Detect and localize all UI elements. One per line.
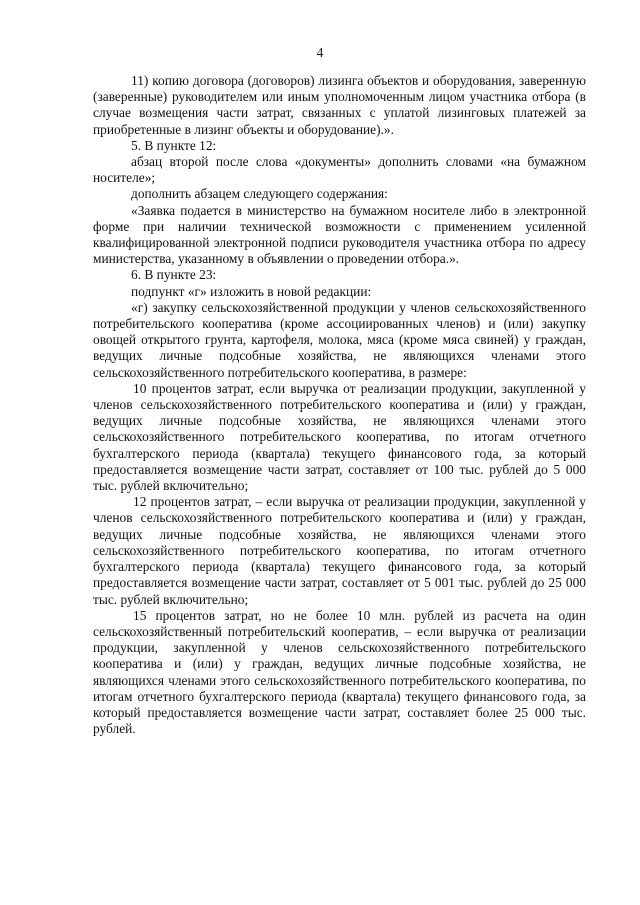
paragraph-12-percent: 12 процентов затрат, – если выручка от реализации продукции, закупленной у членов сельскохозяйственного потребительского кооператива и (или) у граждан, ведущих личные подсобные хозяйства, не являющихся членами этого сельскохозяйственного потребительского кооператива, по итогам отчетного бухгалтерского периода (квартала) текущего финансового года, за который предоставляется возмещение части затрат, составляет от 5 001 тыс. рублей до 25 000 тыс. рублей включительно; (93, 494, 586, 607)
paragraph-item-11-leasing: 11) копию договора (договоров) лизинга объектов и оборудования, заверенную (заверенные) руководителем или иным уполномоченным лицом участника отбора (в случае возмещения части затрат, связанных с уплатой лизинговых платежей за приобретенные в лизинг объекты и оборудование).». (93, 73, 586, 137)
document-body (93, 73, 586, 737)
paragraph-point-6-heading: 6. В пункте 23: (131, 267, 217, 283)
paragraph-10-percent: 10 процентов затрат, если выручка от реализации продукции, закупленной у членов сельскохозяйственного потребительского кооператива и (или) у граждан, ведущих личные подсобные хозяйства, не являющихся членами этого сельскохозяйственного потребительского кооператива, по итогам отчетного бухгалтерского периода (квартала) текущего финансового года, за который предоставляется возмещение части затрат, составляет от 100 тыс. рублей до 5 000 тыс. рублей включительно; (93, 380, 586, 494)
page-number: 4 (316, 45, 324, 60)
paragraph-amend-documents: абзац второй после слова «документы» дополнить словами «на бумажном носителе»; (93, 154, 586, 186)
paragraph-application-submission: «Заявка подается в министерство на бумажном носителе либо в электронной форме при наличии технической возможности с применением усиленной квалифицированной электронной подписи руководителя участника отбора по адресу министерства, указанному в объявлении о проведении отбора.». (93, 202, 586, 267)
paragraph-point-5-heading: 5. В пункте 12: (131, 137, 217, 153)
paragraph-add-clause: дополнить абзацем следующего содержания: (131, 186, 388, 202)
paragraph-subpoint-g-intro: подпункт «г» изложить в новой редакции: (131, 283, 372, 299)
paragraph-subpoint-g-text: «г) закупку сельскохозяйственной продукции у членов сельскохозяйственного потребительского кооператива (кроме ассоциированных членов) и (или) закупку овощей открытого грунта, картофеля, молока, мяса (кроме мяса свиней) у граждан, ведущих личные подсобные хозяйства, не являющихся членами этого сельскохозяйственного потребительского кооператива, в размере: (93, 299, 586, 380)
paragraph-15-percent: 15 процентов затрат, но не более 10 млн. рублей из расчета на один сельскохозяйственный потребительский кооператив, – если выручка от реализации продукции, закупленной у членов сельскохозяйственного потребительского кооператива и (или) у граждан, ведущих личные подсобные хозяйства, не являющихся членами этого сельскохозяйственного потребительского кооператива, по итогам отчетного бухгалтерского периода (квартала) текущего финансового года, за который предоставляется возмещение части затрат, составляет более 25 000 тыс. рублей. (93, 607, 586, 737)
